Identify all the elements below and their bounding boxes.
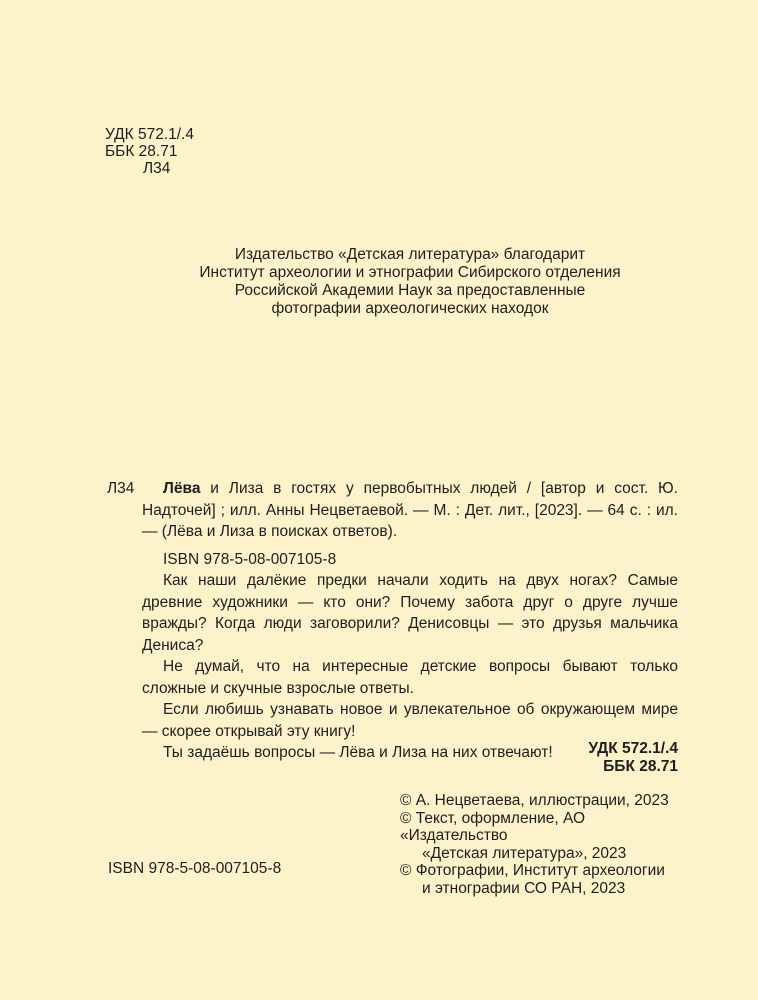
- annotation-paragraph: Не думай, что на интересные детские вопросы бывают только сложные и скучные взрослые ответы.: [142, 658, 678, 697]
- acknowledgment-line: Издательство «Детская литература» благодарит: [234, 246, 586, 263]
- top-classification-codes: [105, 126, 194, 177]
- bbk-code-right: ББК 28.71: [603, 758, 678, 775]
- copyright-block: [400, 792, 690, 897]
- copyright-line: © А. Нецветаева, иллюстрации, 2023: [400, 792, 669, 809]
- copyright-line: © Текст, оформление, АО «Издательство: [400, 809, 586, 844]
- acknowledgment-line: фотографии археологических находок: [271, 300, 549, 317]
- acknowledgment-block: [142, 246, 678, 318]
- bibliographic-description: [142, 478, 678, 543]
- annotation-paragraph: Как наши далёкие предки начали ходить на двух ногах? Самые древние художники — кто они? Почему забота друг о друге лучше вражды? Когда люди заговорили? Денисовцы — это друзья мальчика Дениса?: [142, 572, 678, 654]
- annotation-paragraph: Ты задаёшь вопросы — Лёва и Лиза на них отвечают!: [163, 744, 553, 761]
- udk-code-right: УДК 572.1/.4: [588, 740, 678, 757]
- biblio-author-sign: Л34: [107, 480, 135, 497]
- author-sign: Л34: [143, 160, 171, 177]
- acknowledgment-line: Российской Академии Наук за предоставленные: [234, 282, 586, 299]
- isbn-line: ISBN 978-5-08-007105-8: [163, 551, 337, 568]
- copyright-line-continuation: «Детская литература», 2023: [422, 844, 627, 862]
- annotation-block: [142, 570, 678, 764]
- book-title-bold: Лёва: [163, 480, 201, 497]
- right-classification-codes: [478, 740, 678, 776]
- acknowledgment-line: Институт археологии и этнографии Сибирского отделения: [199, 264, 621, 281]
- bibliographic-description-text: и Лиза в гостях у первобытных людей / [автор и сост. Ю. Надточей] ; илл. Анны Нецветаевой. — М. : Дет. лит., [2023]. — 64 с. : ил. — (Лёва и Лиза в поисках ответов).: [142, 480, 678, 540]
- bibliographic-entry: [142, 478, 678, 543]
- bbk-code: ББК 28.71: [105, 143, 178, 160]
- udk-code: УДК 572.1/.4: [105, 126, 195, 143]
- copyright-line: © Фотографии, Институт археологии: [400, 862, 665, 879]
- copyright-line-continuation: и этнографии СО РАН, 2023: [422, 879, 626, 897]
- isbn-bottom-line: ISBN 978-5-08-007105-8: [108, 860, 282, 877]
- annotation-paragraph: Если любишь узнавать новое и увлекательное об окружающем мире — скорее открывай эту книгу!: [142, 701, 678, 740]
